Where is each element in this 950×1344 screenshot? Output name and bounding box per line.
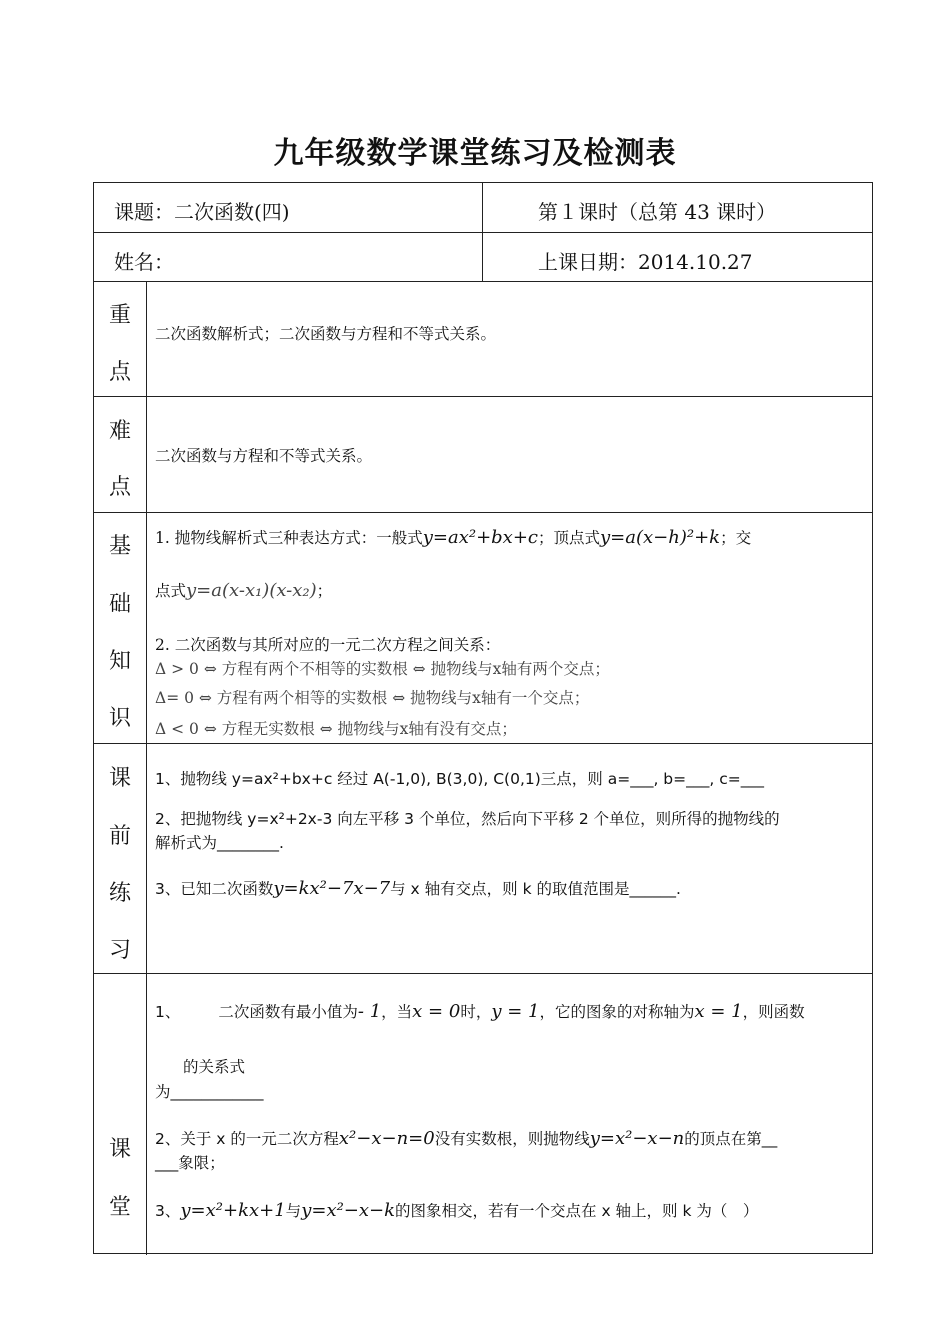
- row-divider: [94, 396, 872, 397]
- row-divider: [94, 281, 872, 282]
- class-question-1-line-3: 为____________: [155, 1083, 264, 1101]
- topic-cell: 课题：二次函数(四): [114, 200, 290, 224]
- class-question-1-line-2: 的关系式: [183, 1058, 246, 1076]
- pre-question-1: 1、抛物线 y=ax²+bx+c 经过 A(-1,0), B(3,0), C(0,1)三点，则 a=___, b=___, c=___: [155, 770, 764, 788]
- row-divider: [94, 973, 872, 974]
- key-points-text: 二次函数解析式；二次函数与方程和不等式关系。: [155, 325, 497, 343]
- general-form-formula: y=ax²+bx+c: [422, 527, 538, 548]
- basic-line-1: 1. 抛物线解析式三种表达方式：一般式y=ax²+bx+c；顶点式y=a(x−h)²+k；交: [155, 527, 752, 548]
- page-title: 九年级数学课堂练习及检测表: [273, 136, 677, 171]
- pre-question-2-line-2: 解析式为________.: [155, 834, 284, 852]
- basic-line-3: 2. 二次函数与其所对应的一元二次方程之间关系：: [155, 636, 501, 654]
- basic-line-6: Δ < 0 ⇔ 方程无实数根 ⇔ 抛物线与x轴有没有交点；: [155, 720, 517, 738]
- pre-question-2-line-1: 2、把抛物线 y=x²+2x-3 向左平移 3 个单位，然后向下平移 2 个单位，则所得的抛物线的: [155, 810, 780, 828]
- intercept-form-formula: y=a(x-x₁)(x-x₂): [186, 580, 317, 601]
- lesson-table: 课题：二次函数(四) 第１课时（总第 43 课时） 姓名： 上课日期：2014.10.27 重 点 二次函数解析式；二次函数与方程和不等式关系。 难 点 二次函数与方程和不等式关系。 基 础 知 识 1. 抛物线解析式三种表达方式：一般式y=ax²+bx+c；顶点式y=a(x−h)²+k；交 点式y=a(x-x₁)(x-x₂)； 2. 二次函数与其所对应的一元二次方程之间关系： Δ > 0 ⇔ 方程有两个不相等的实数根 ⇔ 抛物线与x轴有两个交点； Δ= 0 ⇔ 方程有两个相等的实数根 ⇔ 抛物线与x轴有一个交点； Δ < 0 ⇔ 方程无实数根 ⇔ 抛物线与x轴有没有交点； 课 前 练 习 1、抛物线 y=ax²+bx+c 经过 A(-1,0), B(3,0), C(0,1)三点，则 a=___, b=___, c=___ 2、把抛物线 y=x²+2x-3 向左平移 3 个单位，然后向下平移 2 个单位，则所得的抛物线的 解析式为________. 3、已知二次函数y=kx²−7x−7与 x 轴有交点，则 k 的取值范围是______. 课 堂 1、 二次函数有最小值为- 1，当x = 0时，y = 1，它的图象的对称轴为x = 1，则函数 的关系式 为____________ 2、关于 x 的一元二次方程x²−x−n=0没有实数根，则抛物线y=x²−x−n的顶点在第__ ___象限； 3、y=x²+kx+1与y=x²−x−k的图象相交，若有一个交点在 x 轴上，则 k 为（ ）: [93, 182, 873, 1254]
- row-divider: [94, 743, 872, 744]
- pre-q3-formula: y=kx²−7x−7: [273, 878, 391, 899]
- basic-line-2: 点式y=a(x-x₁)(x-x₂)；: [155, 580, 333, 601]
- name-field-label: 姓名：: [114, 250, 174, 274]
- row-divider: [94, 232, 872, 233]
- basic-line-4: Δ > 0 ⇔ 方程有两个不相等的实数根 ⇔ 抛物线与x轴有两个交点；: [155, 660, 610, 678]
- lesson-cell: 第１课时（总第 43 课时）: [538, 200, 777, 224]
- class-question-3: 3、y=x²+kx+1与y=x²−x−k的图象相交，若有一个交点在 x 轴上，则 k 为（ ）: [155, 1200, 759, 1221]
- col-divider: [482, 183, 483, 281]
- class-question-2-line-2: ___象限；: [155, 1154, 225, 1172]
- difficult-points-text: 二次函数与方程和不等式关系。: [155, 447, 373, 465]
- basic-line-5: Δ= 0 ⇔ 方程有两个相等的实数根 ⇔ 抛物线与x轴有一个交点；: [155, 689, 590, 707]
- date-cell: 上课日期：2014.10.27: [538, 250, 753, 274]
- class-question-1: 1、 二次函数有最小值为- 1，当x = 0时，y = 1，它的图象的对称轴为x = 1，则函数: [155, 1001, 805, 1022]
- class-question-2: 2、关于 x 的一元二次方程x²−x−n=0没有实数根，则抛物线y=x²−x−n的顶点在第__: [155, 1128, 778, 1149]
- col-divider: [146, 281, 147, 1255]
- vertex-form-formula: y=a(x−h)²+k: [600, 527, 721, 548]
- pre-question-3: 3、已知二次函数y=kx²−7x−7与 x 轴有交点，则 k 的取值范围是______.: [155, 878, 681, 899]
- row-divider: [94, 512, 872, 513]
